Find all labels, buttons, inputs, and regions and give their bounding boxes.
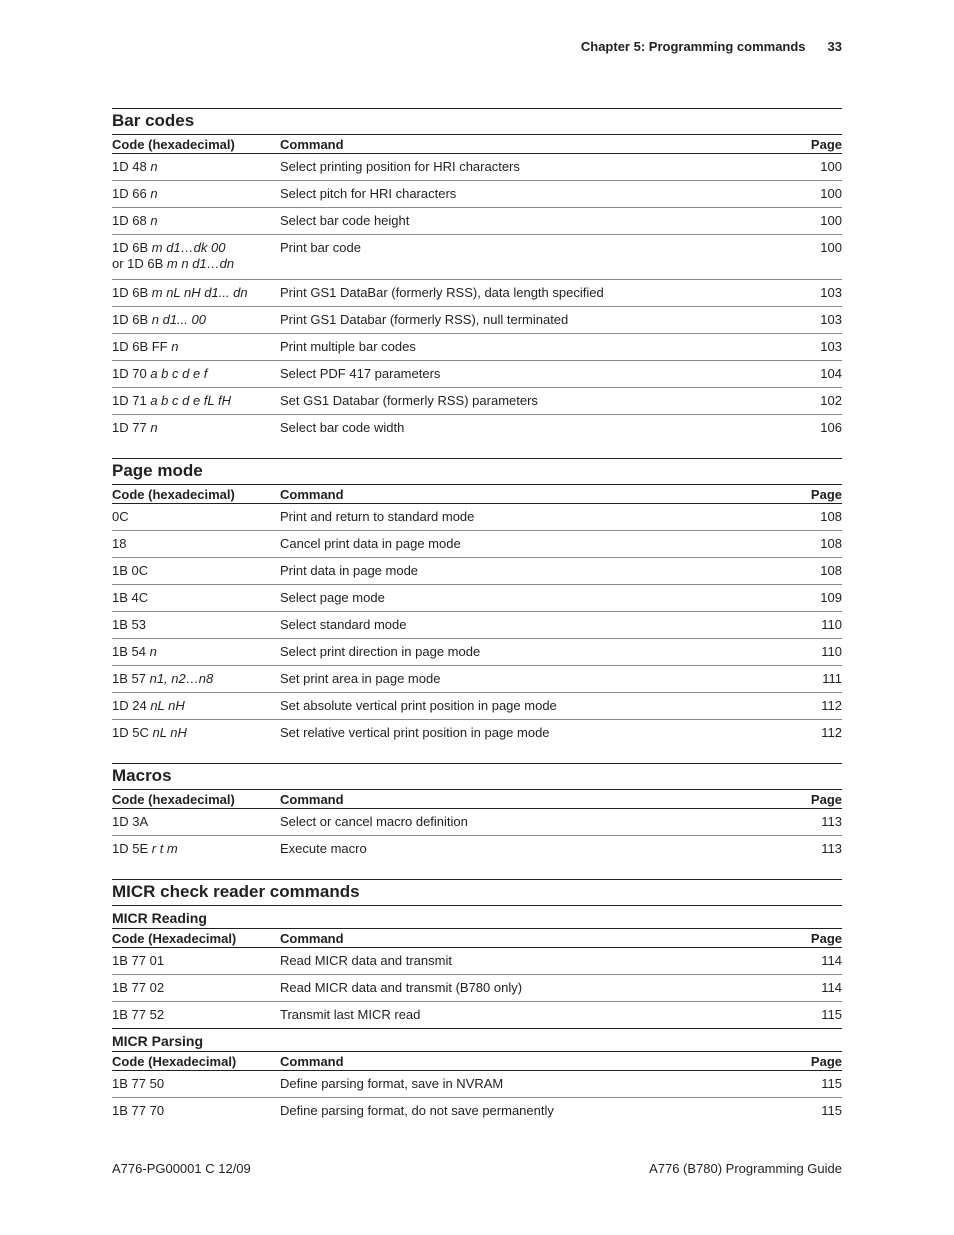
page-mode-section: [112, 458, 842, 746]
code-text: 1D 6B FF: [112, 339, 172, 354]
code-text: 1B 57: [112, 671, 150, 686]
code-cell: [112, 563, 280, 584]
code-cell: [112, 366, 280, 387]
code-text: 1D 5E: [112, 841, 152, 856]
table-row: [112, 235, 842, 280]
code-param: n: [150, 420, 158, 435]
command-cell: Select PDF 417 parameters: [280, 366, 441, 381]
command-cell: Read MICR data and transmit: [280, 953, 452, 968]
code-param: n: [149, 644, 157, 659]
code-text: 1B 4C: [112, 590, 149, 605]
page-cell: 112: [821, 725, 842, 740]
table-row: [112, 280, 842, 307]
code-param: n: [171, 339, 179, 354]
code-cell: [112, 393, 280, 414]
table-body: [112, 504, 842, 746]
code-text: 1D 3A: [112, 814, 149, 829]
page-cell: 110: [821, 617, 842, 632]
command-cell: Cancel print data in page mode: [280, 536, 461, 551]
code-cell: [112, 814, 280, 835]
table-row: [112, 307, 842, 334]
page-cell: 113: [821, 814, 842, 829]
command-cell: Select page mode: [280, 590, 385, 605]
command-cell: Select print direction in page mode: [280, 644, 481, 659]
table-row: [112, 585, 842, 612]
table-body: [112, 1071, 842, 1124]
command-cell: Print multiple bar codes: [280, 339, 416, 354]
table-row: [112, 693, 842, 720]
command-cell: Read MICR data and transmit (B780 only): [280, 980, 523, 995]
page-cell: 100: [820, 240, 842, 255]
page-cell: 102: [820, 393, 842, 408]
command-cell: Select pitch for HRI characters: [280, 186, 457, 201]
command-cell: Set GS1 Databar (formerly RSS) parameters: [280, 393, 538, 408]
column-header-command: Command: [280, 137, 344, 152]
subsection-title: MICR Parsing: [112, 1029, 842, 1052]
command-cell: Select printing position for HRI characters: [280, 159, 520, 174]
code-cell: [112, 285, 280, 306]
code-cell: [112, 644, 280, 665]
page-cell: 103: [820, 285, 842, 300]
chapter-title: Chapter 5: Programming commands: [580, 39, 806, 54]
table-row: [112, 415, 842, 441]
table-row: [112, 975, 842, 1002]
table-row: [112, 720, 842, 746]
table-row: [112, 531, 842, 558]
column-header-page: Page: [810, 487, 842, 502]
page-cell: 114: [821, 953, 842, 968]
page-cell: 112: [821, 698, 842, 713]
code-param: nL nH: [150, 698, 185, 713]
code-param: m n d1…dn: [166, 256, 235, 271]
code-cell: [112, 1076, 280, 1097]
table-row: [112, 612, 842, 639]
column-header-page: Page: [810, 137, 842, 152]
command-cell: Select bar code height: [280, 213, 410, 228]
code-param: n: [150, 213, 158, 228]
code-param: m nL nH d1... dn: [151, 285, 248, 300]
table-row: [112, 809, 842, 836]
page-cell: 110: [821, 644, 842, 659]
page-header: [581, 39, 842, 54]
column-header-command: Command: [280, 931, 344, 946]
code-cell: [112, 841, 280, 862]
page-cell: 108: [820, 563, 842, 578]
page-cell: 109: [820, 590, 842, 605]
column-header-code: Code (hexadecimal): [112, 487, 235, 502]
code-text: 1D 6B: [112, 285, 152, 300]
code-text: 1D 48: [112, 159, 151, 174]
table-row: [112, 1098, 842, 1124]
column-header-page: Page: [810, 931, 842, 946]
table-header: [112, 790, 842, 809]
table-row: [112, 361, 842, 388]
column-header-code: Code (hexadecimal): [112, 137, 235, 152]
column-header-page: Page: [810, 792, 842, 807]
code-cell: [112, 725, 280, 746]
code-param: nL nH: [152, 725, 187, 740]
code-text: 1B 77 70: [112, 1103, 165, 1118]
table-row: [112, 639, 842, 666]
column-header-code: Code (Hexadecimal): [112, 931, 237, 946]
code-text: 1B 0C: [112, 563, 149, 578]
table-header: [112, 485, 842, 504]
code-cell: [112, 1007, 280, 1028]
section-title: Page mode: [112, 459, 842, 485]
micr-section: [112, 879, 842, 1124]
page-cell: 115: [821, 1007, 842, 1022]
code-cell: [112, 671, 280, 692]
code-text: 1D 6B: [112, 240, 152, 255]
command-cell: Define parsing format, save in NVRAM: [280, 1076, 504, 1091]
section-title: Macros: [112, 764, 842, 790]
code-text: 18: [112, 536, 127, 551]
table-row: [112, 1071, 842, 1098]
column-header-code: Code (Hexadecimal): [112, 1054, 237, 1069]
code-cell: [112, 240, 280, 279]
code-cell: [112, 980, 280, 1001]
page-content: [112, 108, 842, 1124]
page-cell: 115: [821, 1076, 842, 1091]
page-cell: 111: [822, 671, 842, 686]
code-cell: [112, 617, 280, 638]
command-cell: Print GS1 DataBar (formerly RSS), data length specified: [280, 285, 604, 300]
command-cell: Select bar code width: [280, 420, 405, 435]
bar-codes-section: [112, 108, 842, 441]
page-cell: 108: [820, 536, 842, 551]
code-text: 1D 6B: [112, 312, 152, 327]
code-cell: [112, 420, 280, 441]
code-param: n: [150, 159, 158, 174]
column-header-code: Code (hexadecimal): [112, 792, 235, 807]
document-title: A776 (B780) Programming Guide: [649, 1161, 842, 1176]
code-text: 1B 77 50: [112, 1076, 165, 1091]
table-row: [112, 208, 842, 235]
page-cell: 114: [821, 980, 842, 995]
code-cell: [112, 590, 280, 611]
code-cell: [112, 698, 280, 719]
command-cell: Print and return to standard mode: [280, 509, 475, 524]
page-cell: 115: [821, 1103, 842, 1118]
column-header-command: Command: [280, 792, 344, 807]
document-id: A776-PG00001 C 12/09: [112, 1161, 251, 1176]
table-row: [112, 504, 842, 531]
code-param: n d1... 00: [151, 312, 206, 327]
page-cell: 113: [821, 841, 842, 856]
command-cell: Set absolute vertical print position in page mode: [280, 698, 557, 713]
code-text: 1B 77 02: [112, 980, 165, 995]
page-cell: 104: [820, 366, 842, 381]
code-text: 1D 24: [112, 698, 151, 713]
code-cell: [112, 953, 280, 974]
command-cell: Select or cancel macro definition: [280, 814, 468, 829]
code-param: m d1…dk 00: [151, 240, 226, 255]
macros-section: [112, 763, 842, 862]
code-text: 1D 66: [112, 186, 151, 201]
code-cell: [112, 312, 280, 333]
code-text: 1B 54: [112, 644, 150, 659]
table-row: [112, 836, 842, 862]
column-header-command: Command: [280, 487, 344, 502]
code-text: 1B 77 52: [112, 1007, 165, 1022]
page-footer: [112, 1161, 842, 1176]
code-cell: [112, 186, 280, 207]
table-row: [112, 334, 842, 361]
column-header-command: Command: [280, 1054, 344, 1069]
code-cell: [112, 509, 280, 530]
command-cell: Print data in page mode: [280, 563, 419, 578]
code-text: 0C: [112, 509, 129, 524]
table-row: [112, 948, 842, 975]
table-header: [112, 135, 842, 154]
code-text: 1D 70: [112, 366, 151, 381]
code-cell: [112, 339, 280, 360]
command-cell: Print GS1 Databar (formerly RSS), null terminated: [280, 312, 569, 327]
command-cell: Select standard mode: [280, 617, 407, 632]
code-text: 1D 71: [112, 393, 151, 408]
table-row: [112, 181, 842, 208]
table-body: [112, 154, 842, 441]
page-cell: 100: [820, 159, 842, 174]
code-cell: [112, 213, 280, 234]
code-cell: [112, 159, 280, 180]
table-row: [112, 388, 842, 415]
command-cell: Execute macro: [280, 841, 367, 856]
section-title: Bar codes: [112, 109, 842, 135]
table-row: [112, 1002, 842, 1029]
code-cell: [112, 536, 280, 557]
page-cell: 100: [820, 213, 842, 228]
code-param: a b c d e f: [150, 366, 208, 381]
code-cell: [112, 1103, 280, 1124]
section-title: MICR check reader commands: [112, 880, 842, 906]
table-body: [112, 809, 842, 862]
code-text: 1B 77 01: [112, 953, 165, 968]
code-text: 1B 53: [112, 617, 146, 632]
page-cell: 103: [820, 312, 842, 327]
page-cell: 108: [820, 509, 842, 524]
subsection-title: MICR Reading: [112, 906, 842, 929]
code-param: n: [150, 186, 158, 201]
code-text: or 1D 6B: [112, 256, 167, 271]
page-cell: 106: [820, 420, 842, 435]
table-header: [112, 1052, 842, 1071]
code-text: 1D 77: [112, 420, 151, 435]
command-cell: Transmit last MICR read: [280, 1007, 421, 1022]
table-body: [112, 948, 842, 1029]
table-row: [112, 666, 842, 693]
table-row: [112, 154, 842, 181]
page-cell: 103: [820, 339, 842, 354]
code-text: 1D 5C: [112, 725, 153, 740]
command-cell: Define parsing format, do not save permanently: [280, 1103, 554, 1118]
table-header: [112, 929, 842, 948]
table-row: [112, 558, 842, 585]
page-cell: 100: [820, 186, 842, 201]
command-cell: Set print area in page mode: [280, 671, 441, 686]
code-param: r t m: [151, 841, 178, 856]
column-header-page: Page: [810, 1054, 842, 1069]
code-param: n1, n2…n8: [149, 671, 214, 686]
command-cell: Set relative vertical print position in page mode: [280, 725, 550, 740]
command-cell: Print bar code: [280, 240, 361, 255]
code-param: a b c d e fL fH: [150, 393, 232, 408]
page-number: 33: [827, 39, 842, 54]
code-text: 1D 68: [112, 213, 151, 228]
